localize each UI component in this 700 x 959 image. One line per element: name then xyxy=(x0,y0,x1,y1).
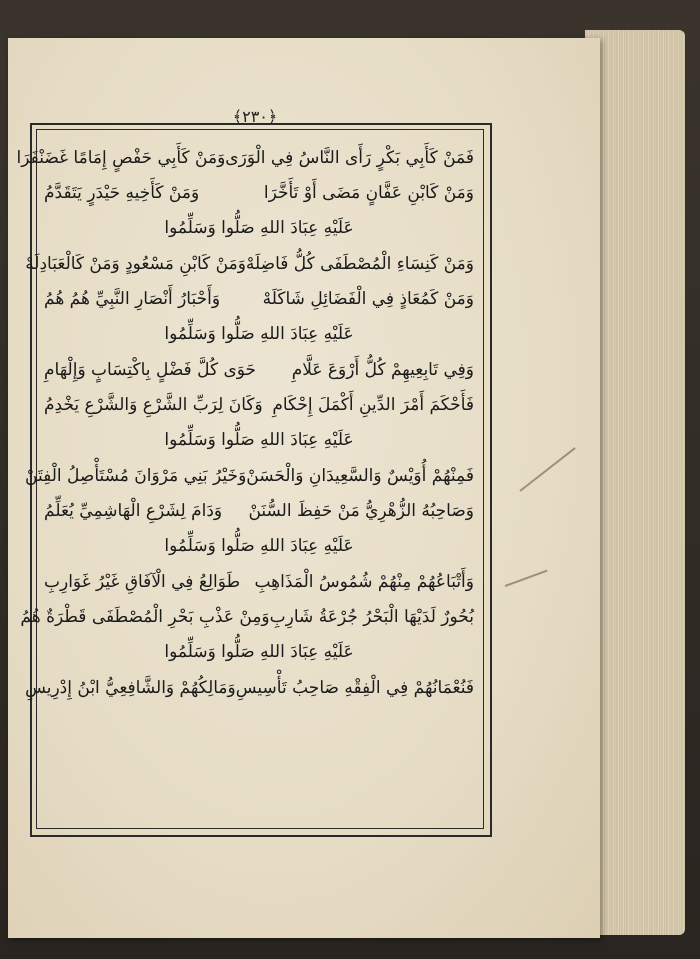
verse-line xyxy=(16,140,474,175)
first-hemistich: بُحُورٌ لَدَيْهَا الْبَحْرُ جُرْعَةُ شَارِبِ xyxy=(269,606,474,627)
first-hemistich: وَفِي تَابِعِيهِمْ كُلُّ أَرْوَعَ عَلَّامِ xyxy=(291,359,474,380)
second-hemistich: وَمَالِكُهُمْ وَالشَّافِعِيُّ ابْنُ إِدْرِيسِ xyxy=(25,677,236,698)
second-hemistich: وَخَيْرُ بَنِي مَرْوَانَ مُسْتَأْصِلُ الْفِتَنْ xyxy=(25,465,247,486)
refrain-text: عَلَيْهِ عِبَادَ اللهِ صَلُّوا وَسَلِّمُوا xyxy=(164,642,354,662)
second-hemistich: وَمَنْ كَابْنِ مَسْعُودٍ وَمَنْ كَالْعَبَادِلَهْ xyxy=(25,253,246,274)
refrain-text: عَلَيْهِ عِبَادَ اللهِ صَلُّوا وَسَلِّمُوا xyxy=(164,536,354,556)
first-hemistich: وَمَنْ كَنِسَاءِ الْمُصْطَفَى كُلُّ فَاضِلَهْ xyxy=(245,253,474,274)
second-hemistich: حَوَى كُلَّ فَضْلٍ بِاكْتِسَابٍ وَإِلْهَامِ xyxy=(44,359,257,380)
second-hemistich: وَأَحْبَارُ أَنْصَارِ النَّبِيِّ هُمُ هُمُ xyxy=(44,288,221,309)
refrain-line xyxy=(44,528,474,564)
first-hemistich: وَأَتْبَاعُهُمْ مِنْهُمْ شُمُوسُ الْمَذَاهِبِ xyxy=(254,571,474,592)
verse-line xyxy=(20,599,474,634)
page-number: ﴿٢٣٠﴾ xyxy=(232,107,278,126)
refrain-text: عَلَيْهِ عِبَادَ اللهِ صَلُّوا وَسَلِّمُوا xyxy=(164,430,354,450)
second-hemistich: وَكَانَ لِرَبِّ الشَّرْعِ وَالشَّرْعِ يَخْدِمُ xyxy=(44,394,263,415)
verse-line xyxy=(25,458,474,493)
refrain-line xyxy=(44,634,474,670)
first-hemistich: فَمَنْ كَأَبِي بَكْرٍ رَأَى النَّاسُ فِي الْوَرَى xyxy=(225,147,474,168)
second-hemistich: وَمِنْ عَذْبِ بَحْرِ الْمُصْطَفَى قَطْرَةٌ هُمُ xyxy=(20,606,270,627)
verse-line xyxy=(44,493,474,528)
first-hemistich: فَنُعْمَانُهُمْ فِي الْفِقْهِ صَاحِبُ تَأْسِيسِ xyxy=(235,677,474,698)
second-hemistich: طَوَالِعُ فِي الْآفَاقِ غَيْرُ غَوَارِبِ xyxy=(44,571,241,592)
page-edges xyxy=(585,30,685,935)
first-hemistich: وَمَنْ كَمُعَاذٍ فِي الْفَضَائِلِ شَاكَلَهْ xyxy=(262,288,474,309)
poem-body xyxy=(16,140,474,800)
second-hemistich: وَمَنْ كَأَبِي حَفْصٍ إِمَامًا غَضَنْفَرَا xyxy=(16,147,226,168)
second-hemistich: وَدَامَ لِشَرْعِ الْهَاشِمِيِّ يُعَلِّمُ xyxy=(44,500,223,521)
first-hemistich: فَأَحْكَمَ أَمْرَ الدِّينِ أَكْمَلَ إِحْكَامِ xyxy=(272,394,474,415)
first-hemistich: وَصَاحِبُهُ الزُّهْرِيُّ مَنْ حَفِظَ السُّنَنْ xyxy=(248,500,474,521)
refrain-line xyxy=(44,422,474,458)
verse-line xyxy=(44,564,474,599)
refrain-line xyxy=(44,210,474,246)
first-hemistich: فَمِنْهُمْ أُوَيْسٌ وَالسَّعِيدَانِ وَالْحَسَنْ xyxy=(246,465,474,486)
verse-line xyxy=(25,670,474,705)
verse-line xyxy=(44,387,474,422)
refrain-text: عَلَيْهِ عِبَادَ اللهِ صَلُّوا وَسَلِّمُوا xyxy=(164,218,354,238)
verse-line xyxy=(44,281,474,316)
verse-line xyxy=(25,246,474,281)
refrain-line xyxy=(44,316,474,352)
refrain-text: عَلَيْهِ عِبَادَ اللهِ صَلُّوا وَسَلِّمُوا xyxy=(164,324,354,344)
verse-line xyxy=(44,175,474,210)
second-hemistich: وَمَنْ كَأَخِيهِ حَيْدَرٍ يَتَقَدَّمُ xyxy=(44,182,200,203)
first-hemistich: وَمَنْ كَابْنِ عَفَّانٍ مَضَى أَوْ تَأَخَّرَا xyxy=(263,182,474,203)
verse-line xyxy=(44,352,474,387)
